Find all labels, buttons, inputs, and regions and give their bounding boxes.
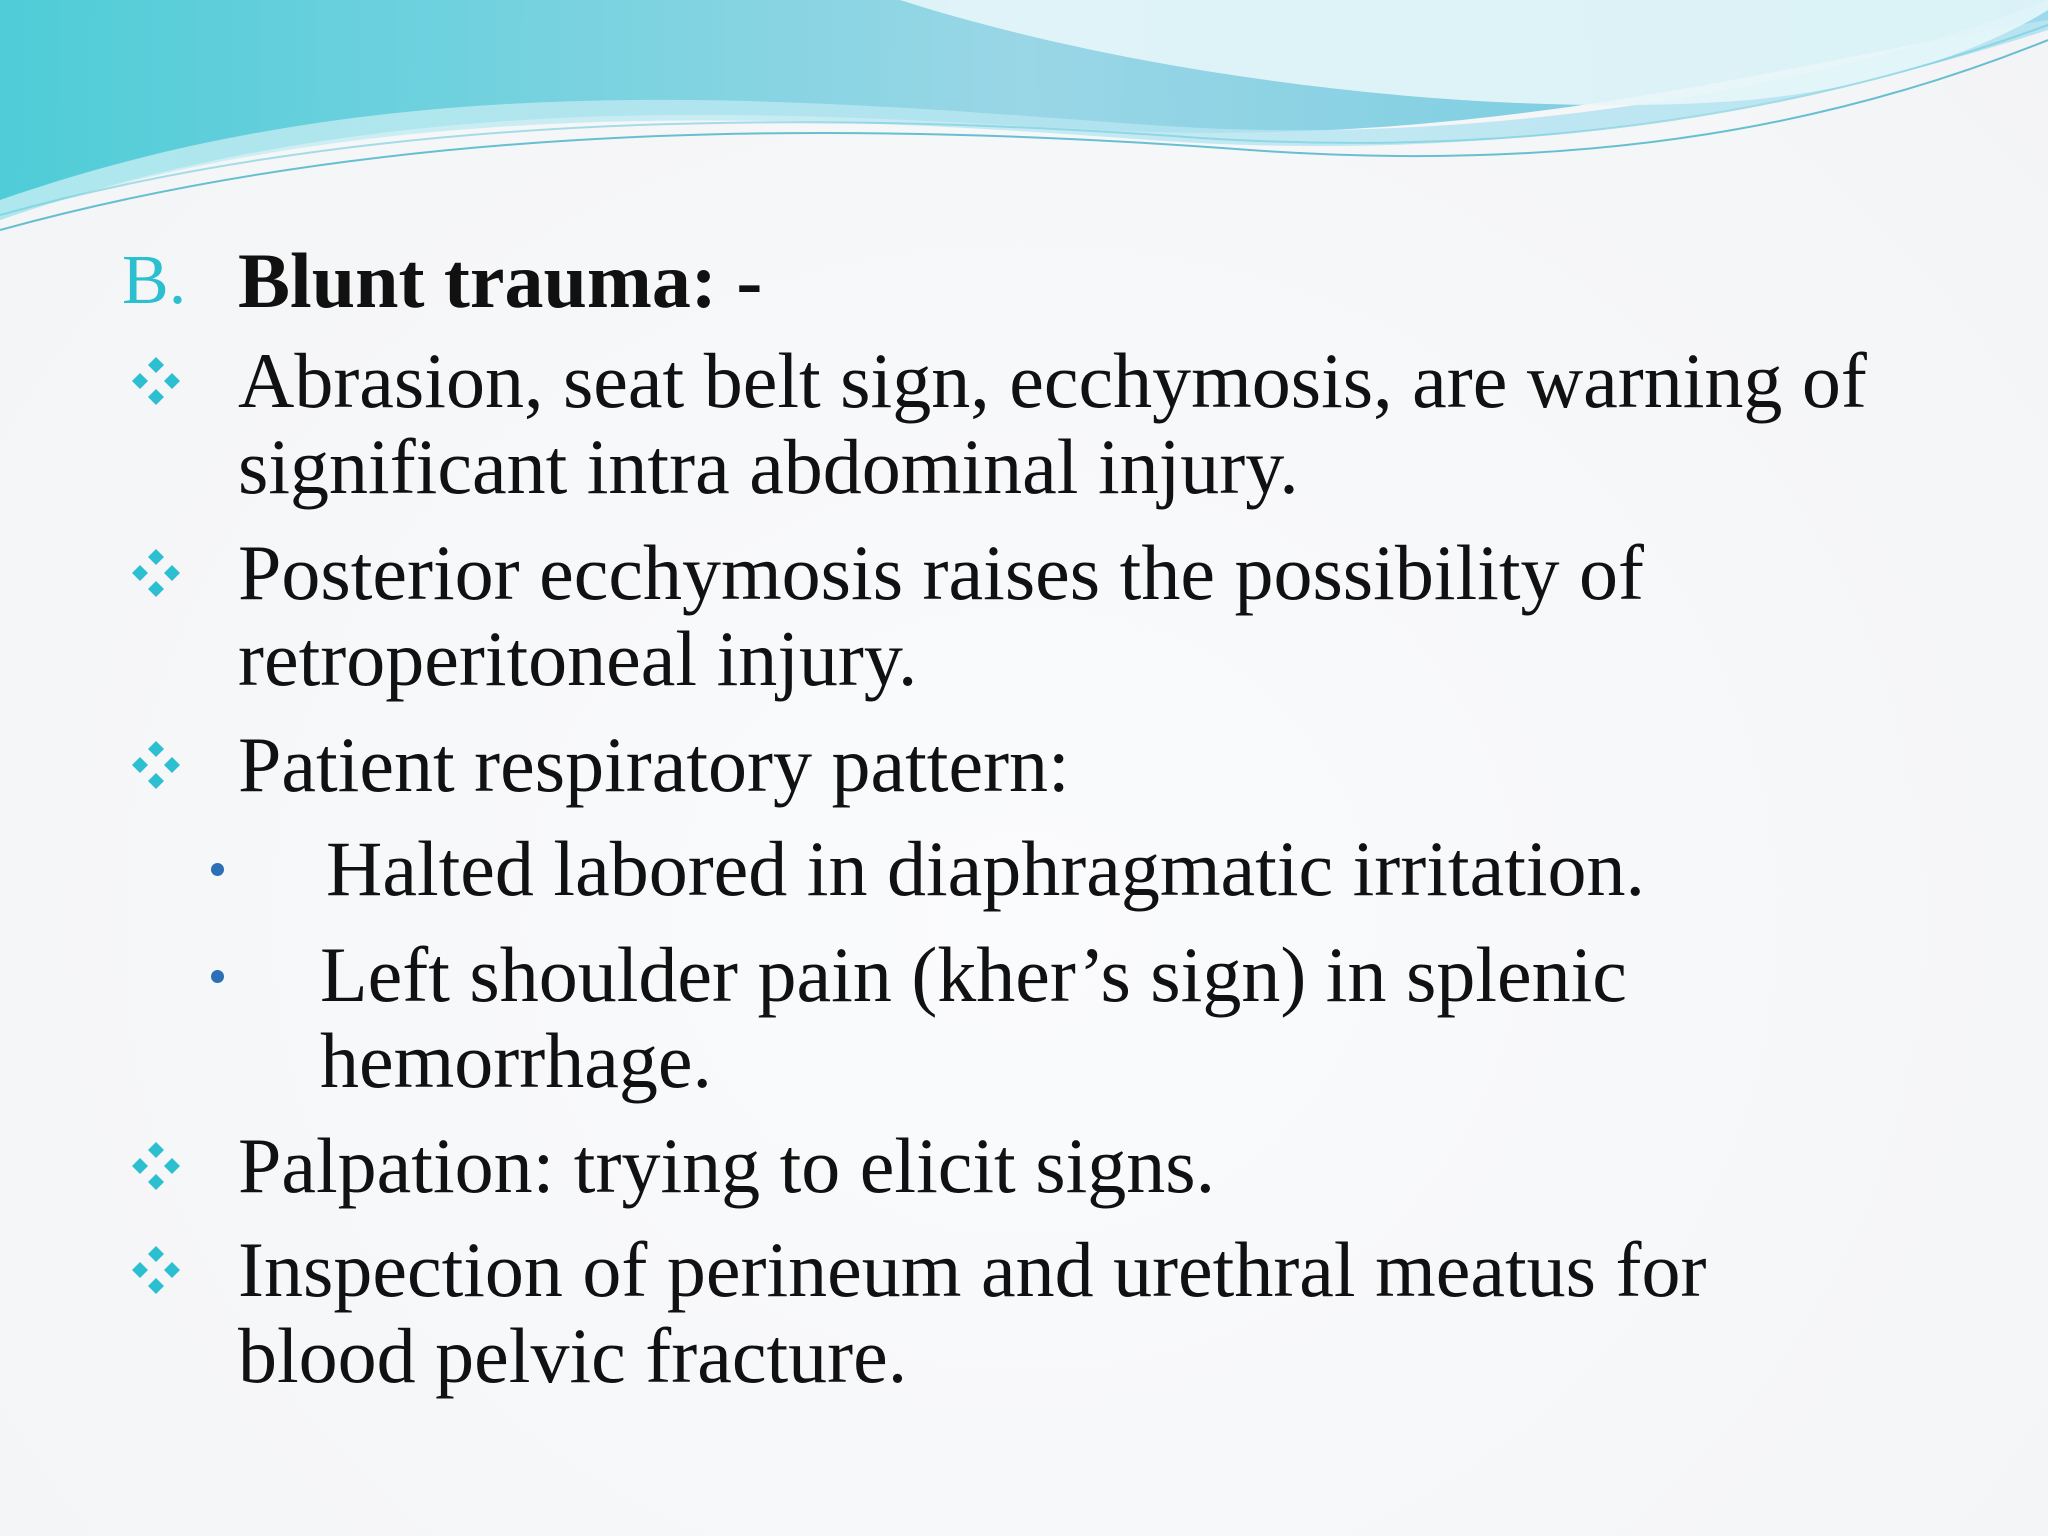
sub-bullet-line: hemorrhage. [320, 1017, 712, 1104]
round-dot-bullet-icon [211, 863, 224, 876]
round-dot-bullet-icon [211, 970, 224, 983]
bullet-line: blood pelvic fracture. [238, 1312, 908, 1399]
heading-marker: B. [122, 242, 187, 319]
slide-heading: Blunt trauma: - [238, 237, 763, 324]
four-diamond-bullet-icon [130, 547, 182, 599]
sub-bullet-line: Halted labored in diaphragmatic irritation. [326, 825, 1646, 912]
bullet-line: retroperitoneal injury. [238, 615, 918, 702]
sub-bullet-line: Left shoulder pain (kher’s sign) in splenic [320, 931, 1627, 1018]
bullet-line: significant intra abdominal injury. [238, 423, 1299, 510]
bullet-line: Palpation: trying to elicit signs. [238, 1122, 1216, 1209]
four-diamond-bullet-icon [130, 355, 182, 407]
bullet-line: Inspection of perineum and urethral meatus for [238, 1226, 1707, 1313]
bullet-line: Patient respiratory pattern: [238, 721, 1070, 808]
four-diamond-bullet-icon [130, 1244, 182, 1296]
four-diamond-bullet-icon [130, 739, 182, 791]
bullet-line: Abrasion, seat belt sign, ecchymosis, are warning of [238, 337, 1867, 424]
bullet-line: Posterior ecchymosis raises the possibility of [238, 529, 1644, 616]
four-diamond-bullet-icon [130, 1140, 182, 1192]
